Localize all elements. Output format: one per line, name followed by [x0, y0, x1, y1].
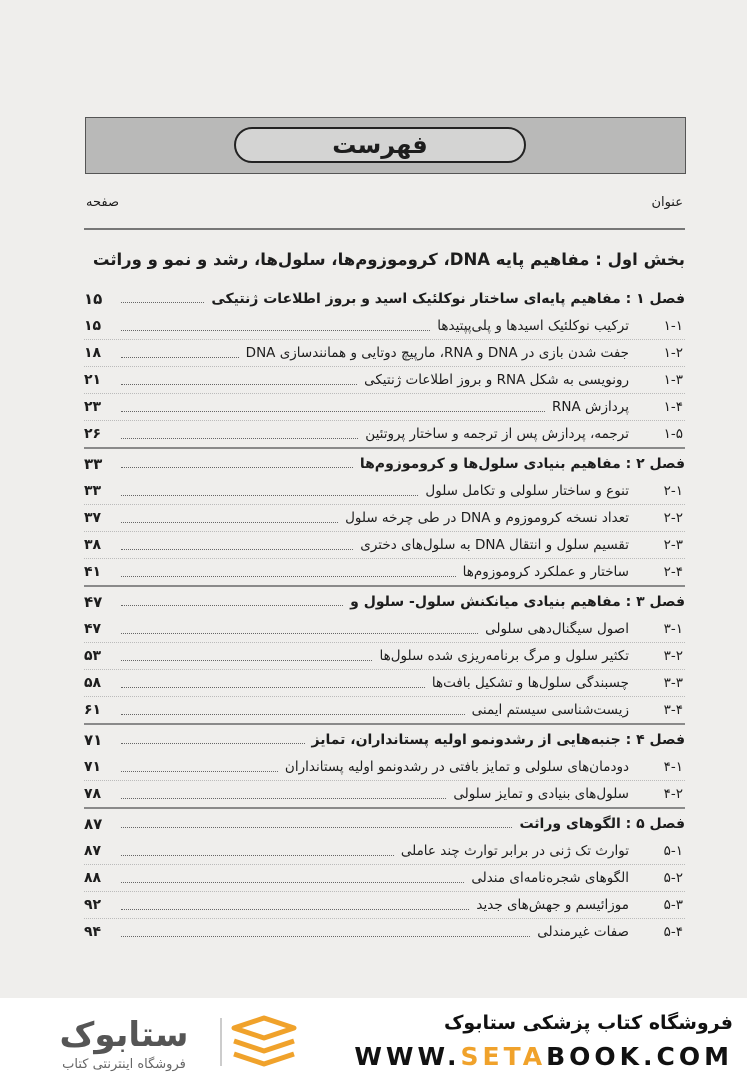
logo-book-icon	[234, 1018, 294, 1038]
page-number: ۴۷	[84, 592, 103, 611]
section-number: ۳-۳	[663, 675, 683, 691]
page-title: فهرست	[234, 127, 526, 163]
page-number: ۸۸	[84, 870, 102, 886]
title-bar	[85, 117, 686, 174]
logo-tagline: فروشگاه اینترنتی کتاب	[62, 1057, 186, 1072]
section-title: تکثیر سلول و مرگ برنامه‌ریزی شده سلول‌ها	[379, 648, 629, 664]
leader-dots	[121, 909, 469, 910]
section-title: موزائیسم و جهش‌های جدید	[476, 897, 629, 913]
chapter-title: فصل ۳ : مفاهیم بنیادی میانکنش سلول- سلول و	[350, 593, 685, 610]
leader-dots	[121, 771, 278, 772]
section-row	[84, 642, 685, 669]
section-number: ۵-۲	[663, 870, 683, 886]
section-number: ۴-۱	[663, 759, 683, 775]
leader-dots	[121, 743, 305, 744]
page-number: ۲۶	[84, 426, 102, 442]
setabook-logo	[14, 1008, 304, 1074]
section-number: ۳-۱	[663, 621, 683, 637]
section-number: ۳-۴	[663, 702, 683, 718]
section-row	[84, 366, 685, 393]
page-number: ۵۸	[84, 675, 102, 691]
section-row	[84, 339, 685, 366]
leader-dots	[121, 330, 430, 331]
leader-dots	[121, 798, 446, 799]
section-row	[84, 669, 685, 696]
section-row	[84, 616, 685, 642]
section-title: پردازش RNA	[552, 399, 629, 415]
section-title: توارث تک ژنی در برابر توارث چند عاملی	[400, 843, 629, 859]
leader-dots	[121, 357, 239, 358]
page-number: ۱۵	[84, 289, 103, 308]
section-row	[84, 531, 685, 558]
chapter	[84, 284, 685, 447]
chapter-title: فصل ۵ : الگوهای وراثت	[519, 815, 685, 832]
chapter-row	[84, 723, 685, 754]
chapter-row	[84, 585, 685, 616]
page-number: ۳۸	[84, 537, 102, 553]
section-title: چسبندگی سلول‌ها و تشکیل بافت‌ها	[431, 675, 629, 691]
header-divider	[84, 228, 685, 230]
page-number: ۱۵	[84, 318, 102, 334]
section-number: ۴-۲	[663, 786, 683, 802]
page-number: ۴۱	[84, 564, 102, 580]
section-title: صفات غیرمندلی	[537, 924, 629, 940]
leader-dots	[121, 633, 478, 634]
leader-dots	[121, 438, 358, 439]
leader-dots	[121, 882, 464, 883]
section-number: ۲-۲	[663, 510, 683, 526]
page-number: ۷۱	[84, 730, 103, 749]
chapter	[84, 723, 685, 807]
page-number: ۱۸	[84, 345, 102, 361]
chapter-row	[84, 447, 685, 478]
column-header-page: صفحه	[86, 195, 119, 210]
section-row	[84, 864, 685, 891]
leader-dots	[121, 605, 343, 606]
section-row	[84, 696, 685, 723]
section-number: ۱-۳	[663, 372, 683, 388]
page-number: ۳۳	[84, 454, 103, 473]
chapter-row	[84, 284, 685, 313]
part-title: بخش اول : مفاهیم پایه DNA، کروموزوم‌ها، سلول‌ها، رشد و نمو و وراثت	[92, 250, 685, 269]
section-title: تنوع و ساختار سلولی و تکامل سلول	[425, 483, 629, 499]
chapter-row	[84, 807, 685, 838]
section-title: ساختار و عملکرد کروموزوم‌ها	[462, 564, 629, 580]
section-title: تقسیم سلول و انتقال DNA به سلول‌های دختری	[360, 537, 629, 553]
chapter	[84, 585, 685, 723]
page-number: ۲۳	[84, 399, 102, 415]
chapter	[84, 447, 685, 585]
page-number: ۴۷	[84, 621, 102, 637]
section-row	[84, 891, 685, 918]
section-title: رونویسی به شکل RNA و بروز اطلاعات ژنتیکی	[364, 372, 629, 388]
section-number: ۱-۵	[663, 426, 683, 442]
section-title: تعداد نسخه کروموزوم و DNA در طی چرخه سلول	[345, 510, 629, 526]
leader-dots	[121, 855, 394, 856]
section-title: جفت شدن بازی در DNA و RNA، مارپیچ دوتایی و همانندسازی DNA	[245, 345, 629, 361]
section-row	[84, 504, 685, 531]
leader-dots	[121, 411, 545, 412]
leader-dots	[121, 302, 204, 303]
section-row	[84, 838, 685, 864]
leader-dots	[121, 827, 512, 828]
leader-dots	[121, 576, 456, 577]
section-number: ۵-۳	[663, 897, 683, 913]
section-title: ترجمه، پردازش پس از ترجمه و ساختار پروتئین	[365, 426, 629, 442]
page-number: ۲۱	[84, 372, 102, 388]
section-number: ۲-۳	[663, 537, 683, 553]
section-row	[84, 393, 685, 420]
section-title: الگوهای شجره‌نامه‌ای مندلی	[471, 870, 629, 886]
section-number: ۱-۱	[663, 318, 683, 334]
page-number: ۳۳	[84, 483, 102, 499]
page-number: ۹۲	[84, 897, 102, 913]
section-number: ۵-۱	[663, 843, 683, 859]
section-row	[84, 313, 685, 339]
section-row	[84, 478, 685, 504]
page-number: ۹۴	[84, 924, 102, 940]
column-header-title: عنوان	[651, 195, 683, 210]
section-row	[84, 558, 685, 585]
page-number: ۶۱	[84, 702, 102, 718]
chapter-title: فصل ۴ : جنبه‌هایی از رشدونمو اولیه پستانداران، تمایز	[311, 731, 685, 748]
page-number: ۷۱	[84, 759, 102, 775]
section-number: ۲-۴	[663, 564, 683, 580]
page-number: ۵۳	[84, 648, 102, 664]
leader-dots	[121, 495, 418, 496]
section-number: ۲-۱	[663, 483, 683, 499]
chapter-title: فصل ۲ : مفاهیم بنیادی سلول‌ها و کروموزوم‌ها	[359, 455, 685, 472]
section-number: ۱-۲	[663, 345, 683, 361]
leader-dots	[121, 467, 353, 468]
store-url[interactable]: WWW.SETABOOK.COM	[354, 1042, 733, 1071]
section-number: ۳-۲	[663, 648, 683, 664]
section-row	[84, 754, 685, 780]
leader-dots	[121, 522, 338, 523]
chapter-title: فصل ۱ : مفاهیم پایه‌ای ساختار نوکلئیک اسید و بروز اطلاعات ژنتیکی	[211, 290, 685, 307]
page-number: ۸۷	[84, 814, 103, 833]
section-title: ترکیب نوکلئیک اسیدها و پلی‌پپتیدها	[437, 318, 629, 334]
section-title: سلول‌های بنیادی و تمایز سلولی	[453, 786, 629, 802]
leader-dots	[121, 549, 353, 550]
leader-dots	[121, 384, 357, 385]
section-title: اصول سیگنال‌دهی سلولی	[485, 621, 629, 637]
store-name: فروشگاه کتاب پزشکی ستابوک	[443, 1012, 733, 1034]
section-row	[84, 780, 685, 807]
page-number: ۸۷	[84, 843, 102, 859]
chapter	[84, 807, 685, 945]
section-title: دودمان‌های سلولی و تمایز بافتی در رشدونمو اولیه پستانداران	[284, 759, 629, 775]
store-footer	[0, 998, 747, 1080]
leader-dots	[121, 936, 530, 937]
section-number: ۵-۴	[663, 924, 683, 940]
section-row	[84, 918, 685, 945]
page-number: ۳۷	[84, 510, 102, 526]
section-title: زیست‌شناسی سیستم ایمنی	[471, 702, 629, 718]
logo-wordmark: ستابوک	[59, 1015, 189, 1055]
section-row	[84, 420, 685, 447]
section-number: ۱-۴	[663, 399, 683, 415]
leader-dots	[121, 660, 372, 661]
page-number: ۷۸	[84, 786, 102, 802]
leader-dots	[121, 714, 465, 715]
leader-dots	[121, 687, 425, 688]
table-of-contents	[84, 284, 685, 945]
